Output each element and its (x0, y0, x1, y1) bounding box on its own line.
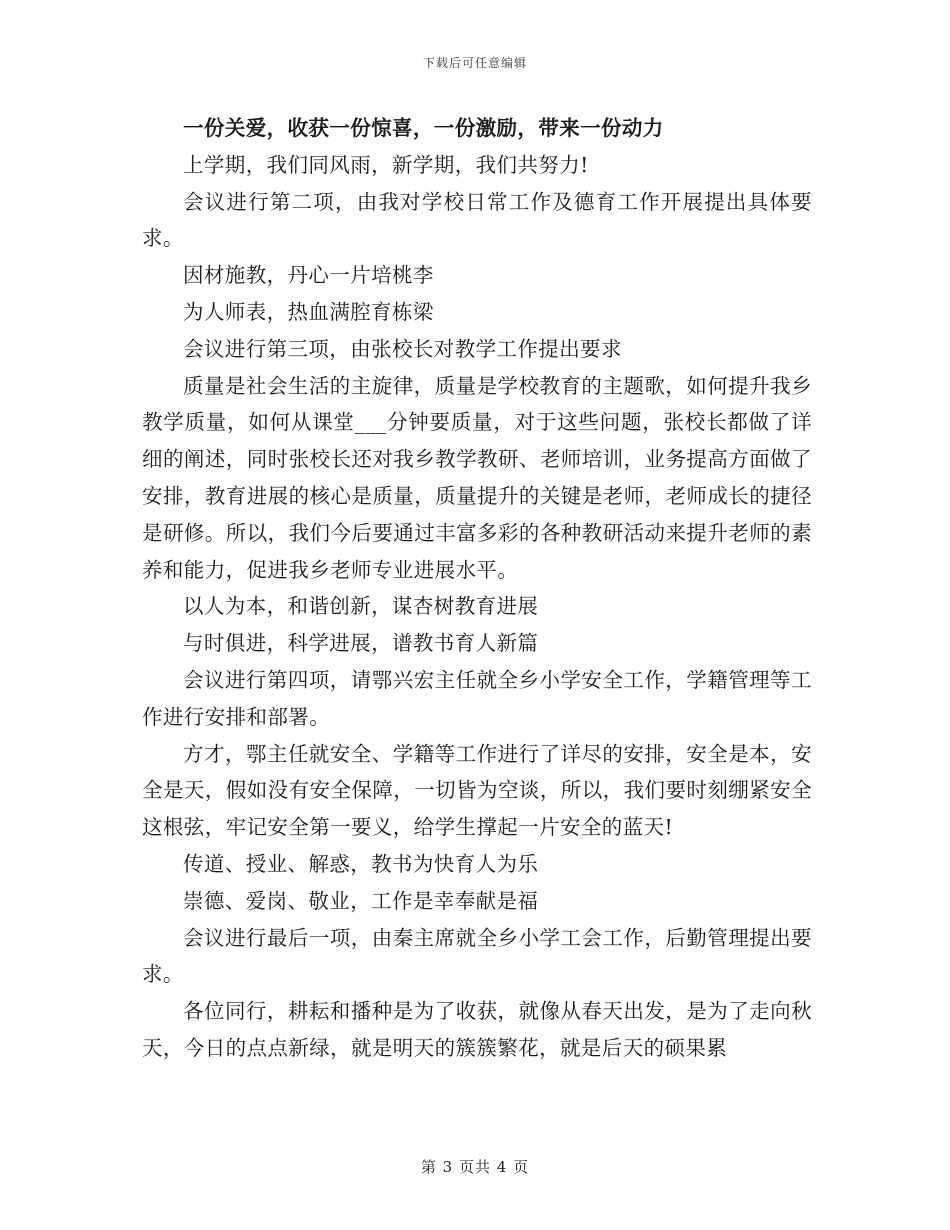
paragraph: 质量是社会生活的主旋律，质量是学校教育的主题歌，如何提升我乡教学质量，如何从课堂___分钟要质量，对于这些问题，张校长都做了详细的阐述，同时张校长还对我乡教学教研、老师培训，业务提高方面做了安排，教育进展的核心是质量，质量提升的关键是老师，老师成长的捷径是研修。所以，我们今后要通过丰富多彩的各种教研活动来提升老师的素养和能力，促进我乡老师专业进展水平。 (142, 373, 812, 582)
paragraph: 会议进行第四项，请鄂兴宏主任就全乡小学安全工作，学籍管理等工作进行安排和部署。 (142, 667, 812, 729)
paragraph: 方才，鄂主任就安全、学籍等工作进行了详尽的安排，安全是本，安全是天，假如没有安全保障，一切皆为空谈，所以，我们要时刻绷紧安全这根弦，牢记安全第一要义，给学生撑起一片安全的蓝天! (142, 741, 812, 840)
paragraph: 会议进行最后一项，由秦主席就全乡小学工会工作，后勤管理提出要求。 (142, 925, 812, 987)
paragraph: 与时俱进，科学进展，谱教书育人新篇 (183, 631, 539, 656)
page-content (142, 110, 812, 1067)
paragraph: 为人师表，热血满腔育栋梁 (183, 299, 434, 324)
paragraph: 崇德、爱岗、敬业，工作是幸奉献是福 (183, 888, 539, 913)
paragraph: 各位同行，耕耘和播种是为了收获，就像从春天出发，是为了走向秋天，今日的点点新绿，就是明天的簇簇繁花，就是后天的硕果累 (142, 999, 812, 1060)
paragraph: 上学期，我们同风雨，新学期，我们共努力! (183, 152, 589, 177)
paragraph: 因材施教，丹心一片培桃李 (183, 263, 434, 288)
paragraph: 会议进行第二项，由我对学校日常工作及德育工作开展提出具体要求。 (142, 189, 812, 251)
paragraph: 传道、授业、解惑，教书为快育人为乐 (183, 851, 539, 876)
page-number: 第 3 页共 4 页 (420, 1158, 530, 1176)
paragraph: 会议进行第三项，由张校长对教学工作提出要求 (183, 336, 622, 361)
header-note: 下载后可任意编辑 (422, 56, 527, 70)
paragraph: 以人为本，和谐创新，谋杏树教育进展 (183, 594, 539, 619)
paragraph: 一份关爱，收获一份惊喜，一份激励，带来一份动力 (183, 116, 664, 140)
